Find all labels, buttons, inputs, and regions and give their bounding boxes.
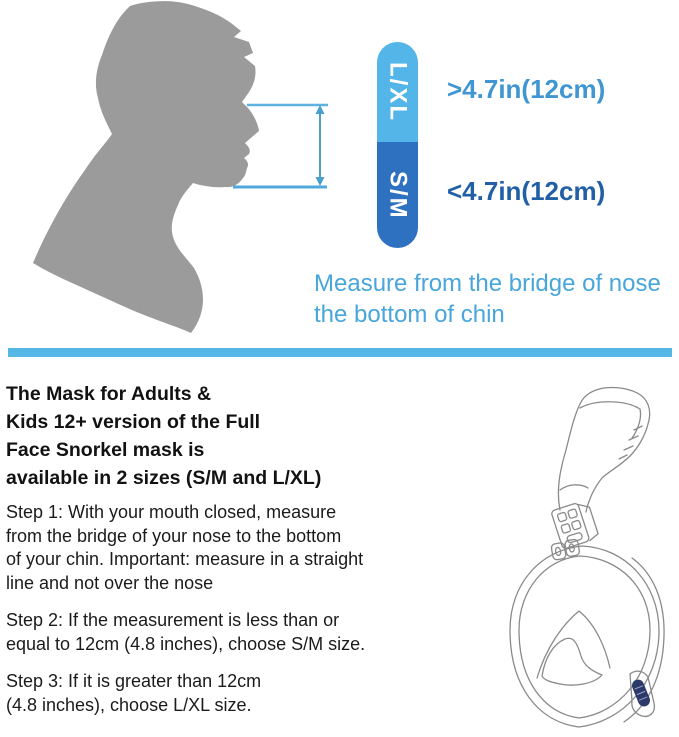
- snorkel-mask-illustration: [482, 378, 672, 736]
- section-divider: [8, 348, 672, 357]
- sm-threshold-label: <4.7in(12cm): [447, 176, 606, 206]
- step-1: [6, 501, 365, 595]
- heading-line: Face Snorkel mask is: [6, 439, 205, 461]
- lxl-threshold-label: >4.7in(12cm): [447, 74, 606, 104]
- size-bar-lxl-segment: [377, 42, 418, 142]
- heading-line: available in 2 sizes (S/M and L/XL): [6, 467, 322, 489]
- measure-caption: [314, 268, 661, 330]
- step-3-line: (4.8 inches), choose L/XL size.: [6, 694, 252, 715]
- step-1-line: line and not over the nose: [6, 572, 214, 593]
- step-1-line: Step 1: With your mouth closed, measure: [6, 502, 337, 522]
- heading-line: The Mask for Adults &: [6, 383, 212, 405]
- measure-caption-line2: the bottom of chin: [314, 301, 505, 328]
- step-2-line: Step 2: If the measurement is less than or: [6, 610, 340, 630]
- step-3-line: Step 3: If it is greater than 12cm: [6, 671, 262, 691]
- heading-line: Kids 12+ version of the Full: [6, 411, 261, 433]
- step-3: [6, 670, 365, 717]
- step-1-line: from the bridge of your nose to the bottom: [6, 525, 342, 546]
- size-bar: [377, 42, 418, 248]
- measure-caption-line1: Measure from the bridge of nose: [314, 270, 661, 297]
- step-2: [6, 609, 365, 656]
- step-1-line: of your chin. Important: measure in a straight: [6, 549, 364, 569]
- size-bar-lxl-label: L/XL: [384, 62, 412, 122]
- sizing-steps: [6, 501, 365, 731]
- section-heading: [6, 380, 321, 492]
- measurement-arrow: [230, 100, 335, 195]
- size-bar-sm-label: S/M: [384, 170, 412, 220]
- step-2-line: equal to 12cm (4.8 inches), choose S/M size.: [6, 633, 366, 654]
- size-bar-sm-segment: [377, 142, 418, 248]
